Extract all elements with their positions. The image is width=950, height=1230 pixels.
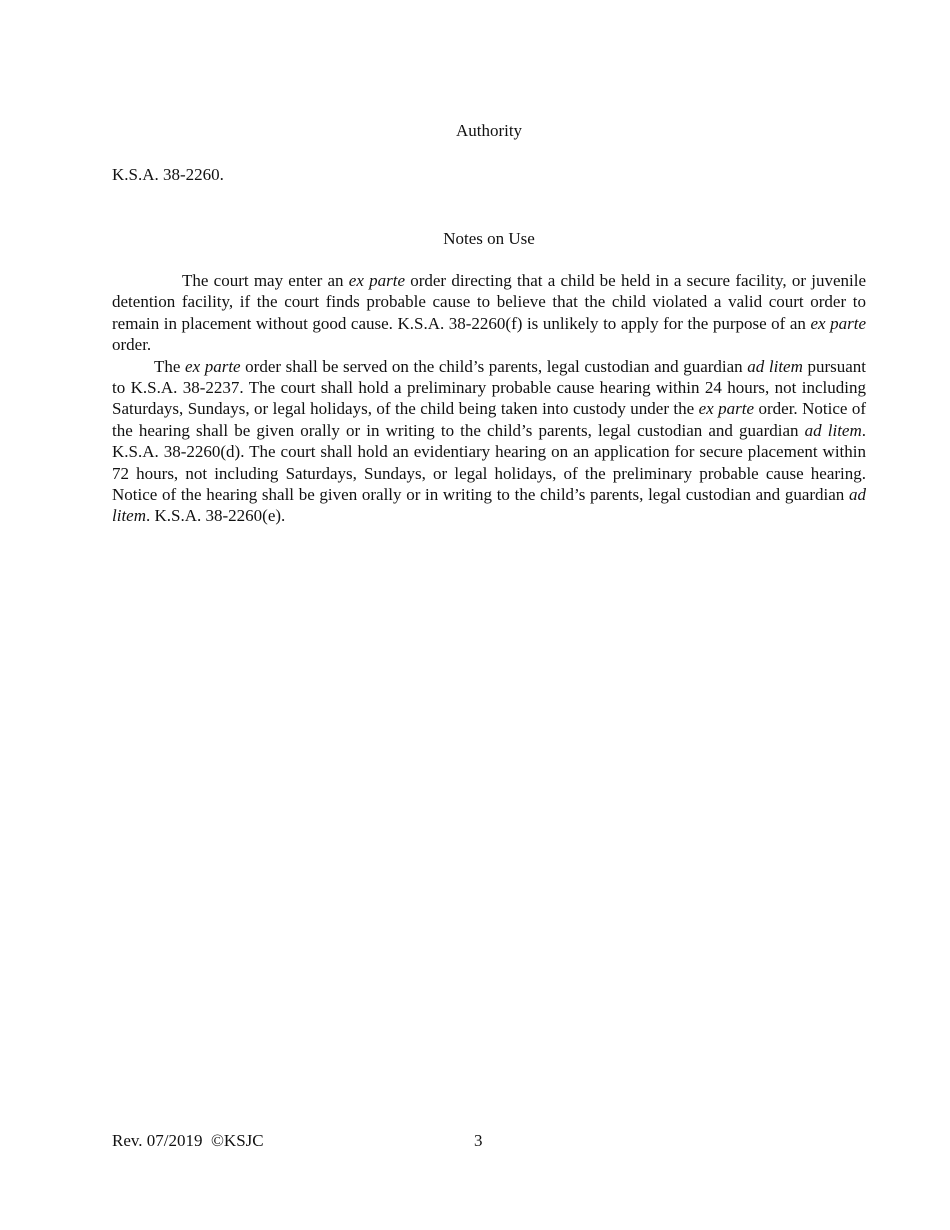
text-run: order directing that a child be held in a secure facility, or juvenile detention facility, if the court finds probable cause to believe that the child violated a valid court order to remain in placement without good cause. K.S.A. 38-2260(f) is unlikely to apply for the purpose of an <box>112 271 866 333</box>
text-run: pursuant to K.S.A. 38-2237. The court shall hold a preliminary probable cause hearing within 24 hours, not including Saturdays, Sundays, or legal holidays, of the child being taken into custody under the <box>112 356 867 419</box>
notes-on-use-heading: Notes on Use <box>443 229 535 248</box>
italic-term: ad litem <box>804 420 862 440</box>
text-run: The <box>154 356 186 376</box>
notes-paragraph-2 <box>112 356 866 527</box>
italic-term: ex parte <box>810 313 866 333</box>
italic-term: ex parte <box>698 399 755 419</box>
italic-term: ex parte <box>185 356 241 376</box>
revision-note: Rev. 07/2019 ©KSJC <box>112 1131 264 1150</box>
page-number: 3 <box>474 1131 483 1150</box>
notes-paragraph-1 <box>112 270 866 356</box>
notes-on-use-body <box>112 270 866 527</box>
text-run: . K.S.A. 38-2260(d). The court shall hold an evidentiary hearing on an application for secure placement within 72 hours, not including Saturdays, Sundays, or legal holidays, of the preliminary probable cause hearing. Notice of the hearing shall be given orally or in writing to the child’s parents, legal custodian and guardian <box>112 420 866 505</box>
italic-term: ex parte <box>348 271 405 290</box>
text-run: order. <box>112 335 152 355</box>
text-run: order. Notice of the hearing shall be given orally or in writing to the child’s parents, legal custodian and guardian <box>112 399 867 440</box>
text-run: order shall be served on the child’s parents, legal custodian and guardian <box>240 356 748 376</box>
italic-term: ad litem <box>112 485 866 526</box>
authority-heading: Authority <box>455 121 523 140</box>
italic-term: ad litem <box>747 356 803 376</box>
text-run: The court may enter an <box>182 271 349 290</box>
authority-citation: K.S.A. 38-2260. <box>112 165 224 184</box>
text-run: . K.S.A. 38-2260(e). <box>146 506 286 526</box>
